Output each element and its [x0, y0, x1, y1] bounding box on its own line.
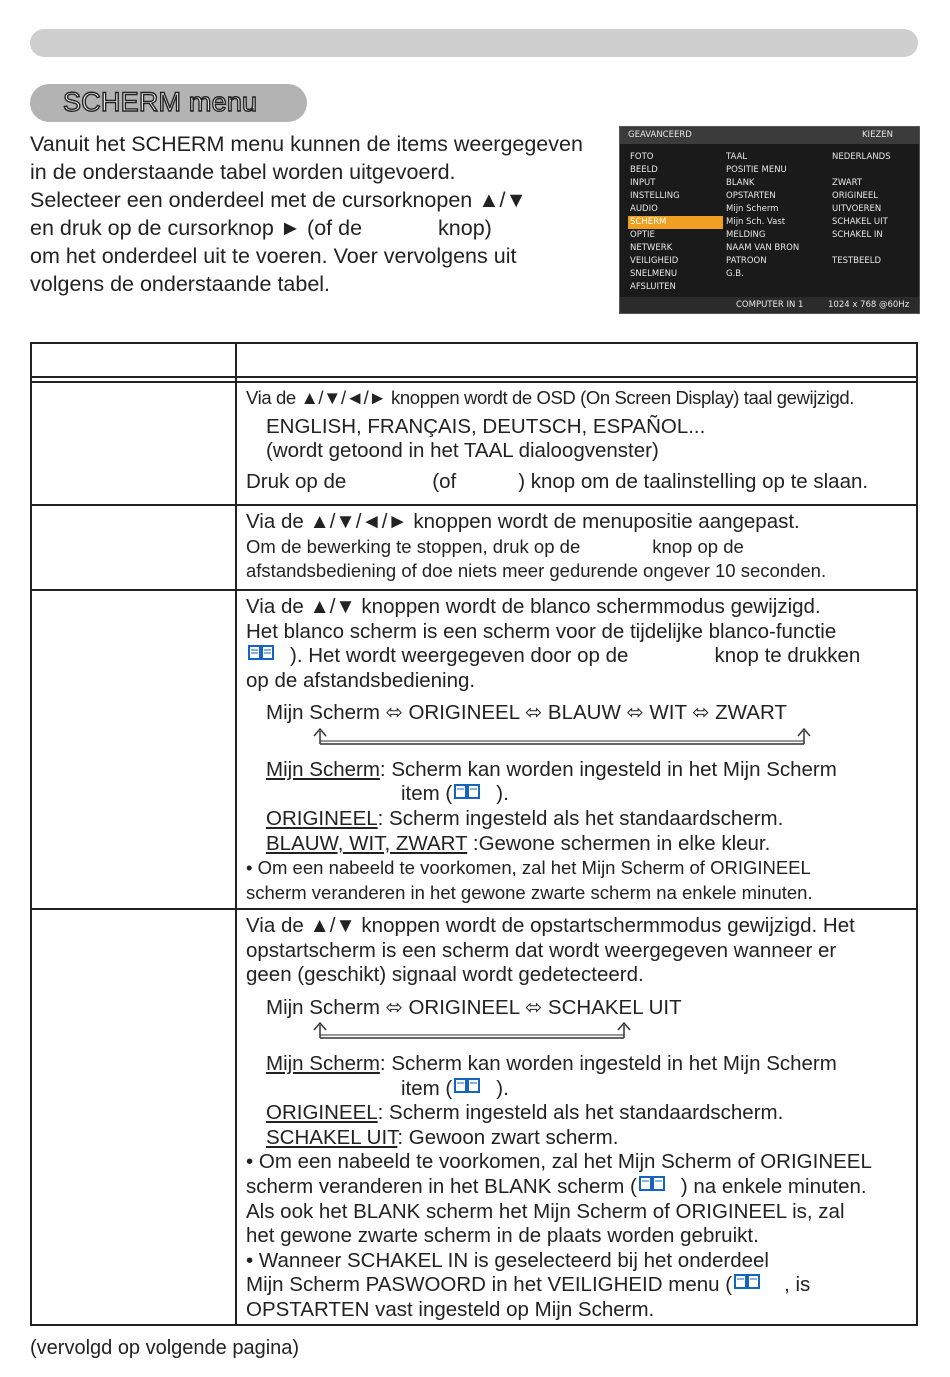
section-title: SCHERM menu — [63, 87, 258, 117]
row-text: Via de ▲/▼ knoppen wordt de opstartschermmodus gewijzigd. Het — [246, 914, 855, 937]
osd-value: SCHAKEL IN — [832, 230, 883, 240]
osd-header-title: GEAVANCEERD — [628, 130, 692, 140]
row-text: Via de ▲/▼/◄/► knoppen wordt de OSD (On Screen Display) taal gewijzigd. — [246, 387, 855, 408]
continued-note: (vervolgd op volgende pagina) — [30, 1337, 300, 1359]
osd-screenshot — [619, 126, 920, 314]
definition: ORIGINEEL: Scherm ingesteld als het standaardscherm. — [266, 807, 784, 831]
table-row-taal-description — [246, 386, 914, 494]
osd-footer-resolution: 1024 x 768 @60Hz — [828, 300, 910, 310]
osd-menu-item: NETWERK — [630, 243, 673, 253]
osd-item: POSITIE MENU — [726, 165, 787, 175]
osd-menu-list — [628, 151, 723, 294]
table-row-divider — [30, 589, 918, 591]
osd-menu-item: INPUT — [630, 178, 656, 188]
row-text: Druk op de (of ) knop om de taalinstelling op te slaan. — [246, 469, 869, 493]
row-text: ). Het wordt weergegeven door op de knop te drukken — [246, 644, 914, 669]
row-text: Via de ▲/▼/◄/► knoppen wordt de menupositie aangepast. — [246, 510, 800, 533]
row-text: (wordt getoond in het TAAL dialoogvenster) — [266, 439, 659, 462]
osd-menu-item: AUDIO — [630, 204, 658, 214]
osd-value: SCHAKEL UIT — [832, 217, 888, 227]
table-border — [916, 342, 918, 1326]
osd-value — [832, 164, 917, 177]
osd-item: OPSTARTEN — [726, 191, 776, 201]
osd-header-key: KIEZEN — [861, 130, 893, 140]
osd-value: ZWART — [832, 178, 863, 188]
osd-value-list — [832, 151, 917, 281]
section-title-pill — [30, 84, 307, 122]
osd-menu-item: OPTIE — [630, 230, 655, 240]
definition: ORIGINEEL: Scherm ingesteld als het standaardscherm. — [266, 1101, 784, 1125]
intro-line: in de onderstaande tabel worden uitgevoerd. — [30, 160, 456, 184]
book-icon — [734, 1273, 760, 1298]
note: het gewone zwarte scherm in de plaats worden gebruikt. — [246, 1224, 759, 1248]
table-border — [30, 342, 32, 1326]
row-text: Het blanco scherm is een scherm voor de tijdelijke blanco-functie — [246, 619, 837, 643]
definition: BLAUW, WIT, ZWART :Gewone schermen in elke kleur. — [266, 831, 771, 855]
definition: SCHAKEL UIT: Gewoon zwart scherm. — [266, 1125, 619, 1149]
note: OPSTARTEN vast ingesteld op Mijn Scherm. — [246, 1297, 655, 1321]
note: Mijn Scherm PASWOORD in het VEILIGHEID menu ( , is — [246, 1273, 811, 1297]
table-header-divider — [30, 376, 918, 378]
osd-menu-item: FOTO — [630, 152, 654, 162]
table-row-divider — [30, 504, 918, 506]
osd-item: BLANK — [726, 178, 755, 188]
osd-menu-item: SNELMENU — [630, 269, 678, 279]
intro-line: en druk op de cursorknop ► (of de knop) — [30, 216, 492, 240]
table-row-positie-description — [246, 510, 914, 584]
cycle-sequence: Mijn Scherm ⬄ ORIGINEEL ⬄ SCHAKEL UIT — [266, 995, 682, 1019]
osd-header — [620, 127, 919, 144]
row-text: geen (geschikt) signaal wordt gedetecteerd. — [246, 963, 644, 986]
intro-line: om het onderdeel uit te voeren. Voer vervolgens uit — [30, 244, 517, 268]
osd-value — [832, 268, 917, 281]
row-text: Om de bewerking te stoppen, druk op de knop op de — [246, 535, 744, 557]
osd-item: PATROON — [726, 256, 767, 266]
osd-footer-input: COMPUTER IN 1 — [736, 300, 804, 310]
osd-value: TESTBEELD — [832, 256, 882, 266]
intro-line: Selecteer een onderdeel met de cursorknopen ▲/▼ — [30, 188, 527, 212]
osd-item: NAAM VAN BRON — [726, 243, 800, 253]
definition: Mijn Scherm: Scherm kan worden ingesteld in het Mijn Scherm — [266, 757, 837, 781]
definition: Mijn Scherm: Scherm kan worden ingesteld in het Mijn Scherm — [266, 1052, 837, 1075]
intro-line: volgens de onderstaande tabel. — [30, 272, 331, 296]
book-icon — [454, 1077, 480, 1102]
osd-value: UITVOEREN — [832, 204, 882, 214]
table-row-opstarten-description — [246, 914, 914, 1322]
note: • Om een nabeeld te voorkomen, zal het Mijn Scherm of ORIGINEEL — [246, 857, 811, 879]
osd-menu-item: INSTELLING — [630, 191, 680, 201]
definition: item ( ). — [401, 1076, 509, 1100]
osd-menu-item: VEILIGHEID — [630, 256, 679, 266]
note: Als ook het BLANK scherm het Mijn Scherm of ORIGINEEL is, zal — [246, 1199, 845, 1223]
osd-item: Mijn Scherm — [726, 204, 779, 214]
cycle-return-arrow — [246, 1020, 914, 1042]
osd-value: ORIGINEEL — [832, 191, 879, 201]
row-text: ENGLISH, FRANÇAIS, DEUTSCH, ESPAÑOL... — [266, 414, 706, 438]
definition: item ( ). — [401, 782, 509, 806]
osd-item-list — [726, 151, 826, 281]
note: scherm veranderen in het BLANK scherm ( ) na enkele minuten. — [246, 1174, 867, 1198]
cycle-return-arrow — [246, 726, 914, 748]
note: • Wanneer SCHAKEL IN is geselecteerd bij het onderdeel — [246, 1248, 769, 1272]
osd-footer — [620, 297, 919, 313]
osd-item: G.B. — [726, 269, 744, 279]
book-icon — [639, 1175, 665, 1200]
header-bar — [30, 29, 918, 57]
table-border — [30, 342, 918, 344]
book-icon — [248, 644, 274, 669]
table-row-blank-description — [246, 595, 914, 905]
osd-item: TAAL — [726, 152, 748, 162]
osd-value — [832, 242, 917, 255]
cycle-sequence: Mijn Scherm ⬄ ORIGINEEL ⬄ BLAUW ⬄ WIT ⬄ ZWART — [266, 701, 787, 725]
table-row-divider — [30, 908, 918, 910]
table-header-divider — [30, 381, 918, 383]
osd-menu-item: BEELD — [630, 165, 658, 175]
row-text: op de afstandsbediening. — [246, 668, 476, 692]
osd-menu-item: AFSLUITEN — [630, 282, 676, 292]
intro-text — [30, 130, 620, 298]
intro-line: Vanuit het SCHERM menu kunnen de items weergegeven — [30, 132, 583, 156]
row-text: Via de ▲/▼ knoppen wordt de blanco schermmodus gewijzigd. — [246, 595, 821, 618]
osd-menu-item-selected: SCHERM — [628, 216, 723, 229]
osd-item: Mijn Sch. Vast — [726, 217, 786, 227]
book-icon — [454, 783, 480, 808]
row-text: afstandsbediening of doe niets meer gedurende ongever 10 seconden. — [246, 560, 827, 581]
osd-value: NEDERLANDS — [832, 152, 891, 162]
note: scherm veranderen in het gewone zwarte scherm na enkele minuten. — [246, 881, 813, 903]
note: • Om een nabeeld te voorkomen, zal het Mijn Scherm of ORIGINEEL — [246, 1150, 872, 1174]
osd-item: MELDING — [726, 230, 766, 240]
table-border — [30, 1324, 918, 1326]
table-column-divider — [235, 342, 237, 1326]
row-text: opstartscherm is een scherm dat wordt weergegeven wanneer er — [246, 938, 837, 962]
